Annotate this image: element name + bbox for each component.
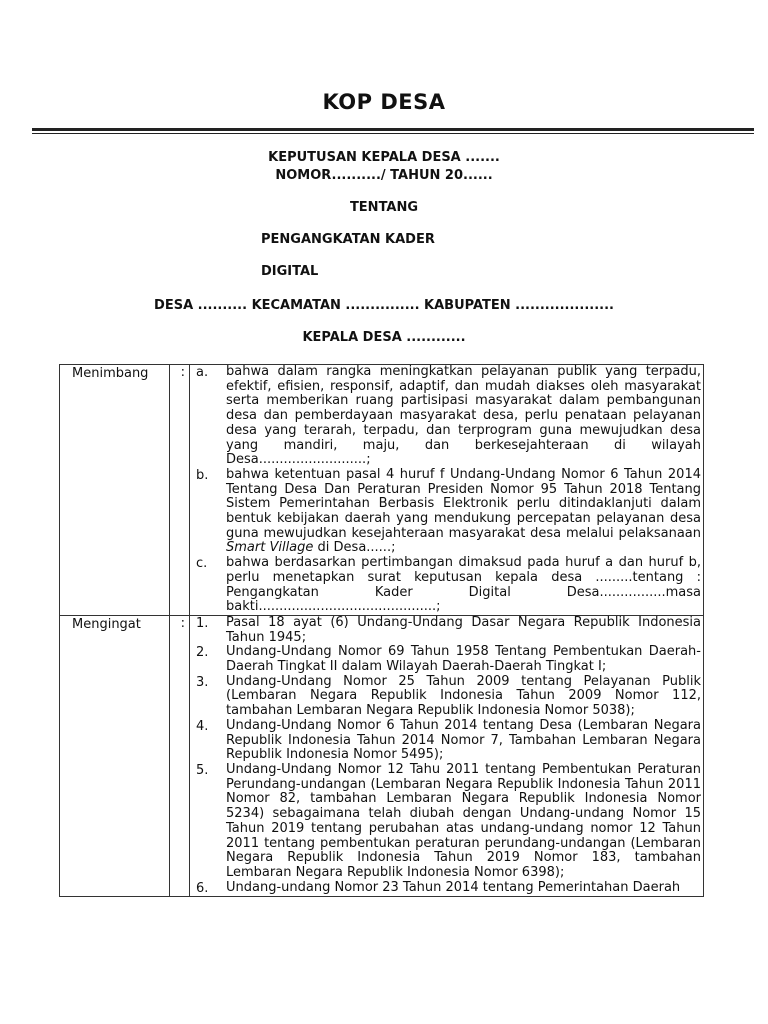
item-text: Undang-Undang Nomor 12 Tahu 2011 tentang Pembentukan Peraturan Perundang-undangan (Lembaran Negara Republik Indonesia Tahun 2011 Nomor 82, tambahan Lembaran Negara Republik Indonesia Nomor 5234) sebagaimana telah diubah dengan Undang-undang Nomor 15 Tahun 2019 tentang perubahan atas undang-undang nomor 12 Tahun 2011 tentang pembentukan peraturan perundang-undangan (Lembaran Negara Republik Indonesia Tahun 2019 Nomor 183, tambahan Lembaran Negara Republik Indonesia Nomor 6398); <box>226 761 701 880</box>
list-item <box>190 763 701 881</box>
item-text: Undang-Undang Nomor 69 Tahun 1958 Tentang Pembentukan Daerah-Daerah Tingkat II dalam Wilayah Daerah-Daerah Tingkat I; <box>226 644 701 675</box>
letterhead-rule-thin <box>32 133 754 134</box>
list-item <box>190 675 701 719</box>
item-marker: c. <box>196 556 208 572</box>
mengingat-label: Mengingat <box>60 615 170 896</box>
kepala-desa-heading: KEPALA DESA ............ <box>302 330 466 345</box>
list-item <box>190 365 701 468</box>
mengingat-row <box>60 615 704 896</box>
location-line: DESA .......... KECAMATAN ............... KABUPATEN .................... <box>154 298 614 313</box>
item-text-italic: Smart Village <box>226 540 314 556</box>
list-item <box>190 645 701 674</box>
decree-number: NOMOR........../ TAHUN 20...... <box>275 168 493 183</box>
item-marker: 6. <box>196 880 209 896</box>
item-marker: 5. <box>196 762 209 778</box>
menimbang-row <box>60 365 704 616</box>
letterhead-title: KOP DESA <box>322 90 446 114</box>
list-item <box>190 468 701 556</box>
decree-table <box>59 364 704 897</box>
list-item <box>190 556 701 615</box>
item-text: bahwa berdasarkan pertimbangan dimaksud pada huruf a dan huruf b, perlu menetapkan surat keputusan kepala desa .........tentang : Pengangkatan Kader Digital Desa................masa bakti...........................................; <box>226 555 701 615</box>
tentang-heading: TENTANG <box>349 200 419 215</box>
item-text: Undang-Undang Nomor 6 Tahun 2014 tentang Desa (Lembaran Negara Republik Indonesia Tahun 2014 Nomor 7, Tambahan Lembaran Negara Republik Indonesia Nomor 5495); <box>226 717 701 763</box>
menimbang-colon: : <box>170 365 190 616</box>
subject-line-2: DIGITAL <box>261 264 319 279</box>
mengingat-body <box>190 615 704 896</box>
item-marker: 1. <box>196 615 209 631</box>
item-marker: 3. <box>196 674 209 690</box>
mengingat-colon: : <box>170 615 190 896</box>
menimbang-label: Menimbang <box>60 365 170 616</box>
letterhead-rule-thick <box>32 128 754 131</box>
item-text: Undang-undang Nomor 23 Tahun 2014 tentang Pemerintahan Daerah <box>226 879 681 895</box>
item-text: bahwa dalam rangka meningkatkan pelayanan publik yang terpadu, efektif, efisien, responsif, adaptif, dan mudah diakses oleh masyarakat serta memberikan ruang partisipasi masyarakat dalam pembangunan desa dan pemberdayaan masyarakat desa, perlu penataan pelayanan desa yang terarah, terpadu, dan terprogram guna mewujudkan desa yang mandiri, maju, dan berkesejahteraan di wilayah Desa..........................; <box>226 364 701 468</box>
item-text <box>226 468 701 556</box>
item-marker: a. <box>196 365 209 380</box>
item-text-main: bahwa ketentuan pasal 4 huruf f Undang-Undang Nomor 6 Tahun 2014 Tentang Desa Dan Peraturan Presiden Nomor 95 Tahun 2018 Tentang Sistem Pemerintahan Berbasis Elektronik perlu ditindaklanjuti dalam bentuk kebijakan daerah yang mendukung percepatan pelayanan desa guna mewujudkan kesejahteraan masyarakat desa melalui pelaksanaan <box>226 466 701 541</box>
item-text: Undang-Undang Nomor 25 Tahun 2009 tentang Pelayanan Publik (Lembaran Negara Republik Indonesia Tahun 2009 Nomor 112, tambahan Lembaran Negara Republik Indonesia Nomor 5038); <box>226 673 701 719</box>
item-text-end: di Desa......; <box>313 540 396 556</box>
item-marker: 2. <box>196 645 209 661</box>
menimbang-body <box>190 365 704 616</box>
subject-line-1: PENGANGKATAN KADER <box>261 232 435 247</box>
list-item <box>190 616 701 645</box>
item-text: Pasal 18 ayat (6) Undang-Undang Dasar Negara Republik Indonesia Tahun 1945; <box>226 614 701 645</box>
item-marker: b. <box>196 467 209 483</box>
list-item <box>190 719 701 763</box>
decree-title: KEPUTUSAN KEPALA DESA ....... <box>268 150 500 165</box>
list-item <box>190 881 701 896</box>
item-marker: 4. <box>196 718 209 734</box>
